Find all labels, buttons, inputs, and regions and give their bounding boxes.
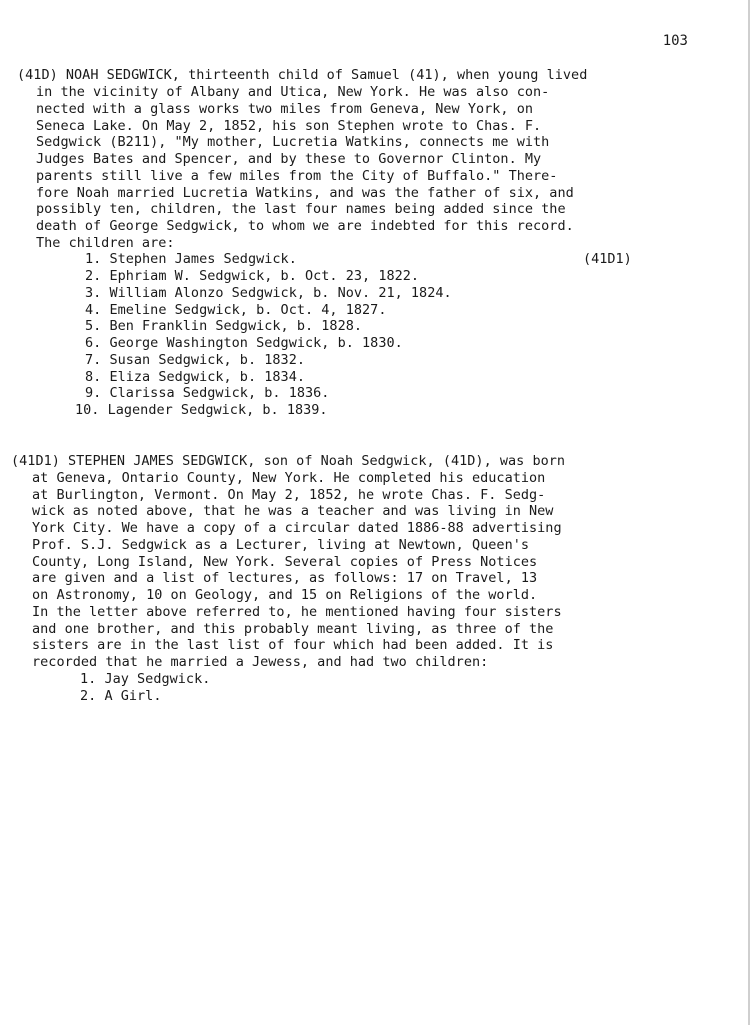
list-item: 4. Emeline Sedgwick, b. Oct. 4, 1827. [85, 302, 387, 318]
text-line: York City. We have a copy of a circular dated 1886-88 advertising [32, 520, 562, 536]
list-item: 8. Eliza Sedgwick, b. 1834. [85, 369, 305, 385]
text-line: sisters are in the last list of four which had been added. It is [32, 637, 554, 653]
text-line: nected with a glass works two miles from Geneva, New York, on [36, 101, 534, 117]
text-line: are given and a list of lectures, as follows: 17 on Travel, 13 [32, 570, 538, 586]
text-line: (41D1) STEPHEN JAMES SEDGWICK, son of Noah Sedgwick, (41D), was born [11, 453, 566, 469]
text-line: In the letter above referred to, he mentioned having four sisters [32, 604, 562, 620]
text-line: The children are: [36, 235, 175, 251]
text-line: in the vicinity of Albany and Utica, New York. He was also con- [36, 84, 550, 100]
text-line: on Astronomy, 10 on Geology, and 15 on Religions of the world. [32, 587, 538, 603]
text-line: possibly ten, children, the last four names being added since the [36, 201, 566, 217]
text-line: at Burlington, Vermont. On May 2, 1852, he wrote Chas. F. Sedg- [32, 487, 546, 503]
list-item: 3. William Alonzo Sedgwick, b. Nov. 21, 1824. [85, 285, 452, 301]
list-item: 7. Susan Sedgwick, b. 1832. [85, 352, 305, 368]
text-line: recorded that he married a Jewess, and had two children: [32, 654, 489, 670]
text-line: parents still live a few miles from the City of Buffalo." There- [36, 168, 558, 184]
text-line: and one brother, and this probably meant living, as three of the [32, 621, 554, 637]
text-line: wick as noted above, that he was a teacher and was living in New [32, 503, 554, 519]
page-number: 103 [662, 33, 688, 49]
list-item: 10. Lagender Sedgwick, b. 1839. [75, 402, 328, 418]
text-line: Prof. S.J. Sedgwick as a Lecturer, living at Newtown, Queen's [32, 537, 530, 553]
text-line: death of George Sedgwick, to whom we are indebted for this record. [36, 218, 574, 234]
list-item: 2. A Girl. [80, 688, 162, 704]
list-item: 6. George Washington Sedgwick, b. 1830. [85, 335, 403, 351]
text-line: Seneca Lake. On May 2, 1852, his son Stephen wrote to Chas. F. [36, 118, 542, 134]
text-line: at Geneva, Ontario County, New York. He completed his education [32, 470, 546, 486]
text-line: County, Long Island, New York. Several copies of Press Notices [32, 554, 538, 570]
list-item: 1. Stephen James Sedgwick. [85, 251, 297, 267]
cross-reference: (41D1) [583, 251, 632, 267]
list-item: 5. Ben Franklin Sedgwick, b. 1828. [85, 318, 363, 334]
text-line: Judges Bates and Spencer, and by these to Governor Clinton. My [36, 151, 542, 167]
list-item: 2. Ephriam W. Sedgwick, b. Oct. 23, 1822. [85, 268, 420, 284]
text-line: fore Noah married Lucretia Watkins, and was the father of six, and [36, 185, 574, 201]
list-item: 1. Jay Sedgwick. [80, 671, 211, 687]
list-item: 9. Clarissa Sedgwick, b. 1836. [85, 385, 330, 401]
text-line: (41D) NOAH SEDGWICK, thirteenth child of Samuel (41), when young lived [17, 67, 588, 83]
text-line: Sedgwick (B211), "My mother, Lucretia Watkins, connects me with [36, 134, 550, 150]
